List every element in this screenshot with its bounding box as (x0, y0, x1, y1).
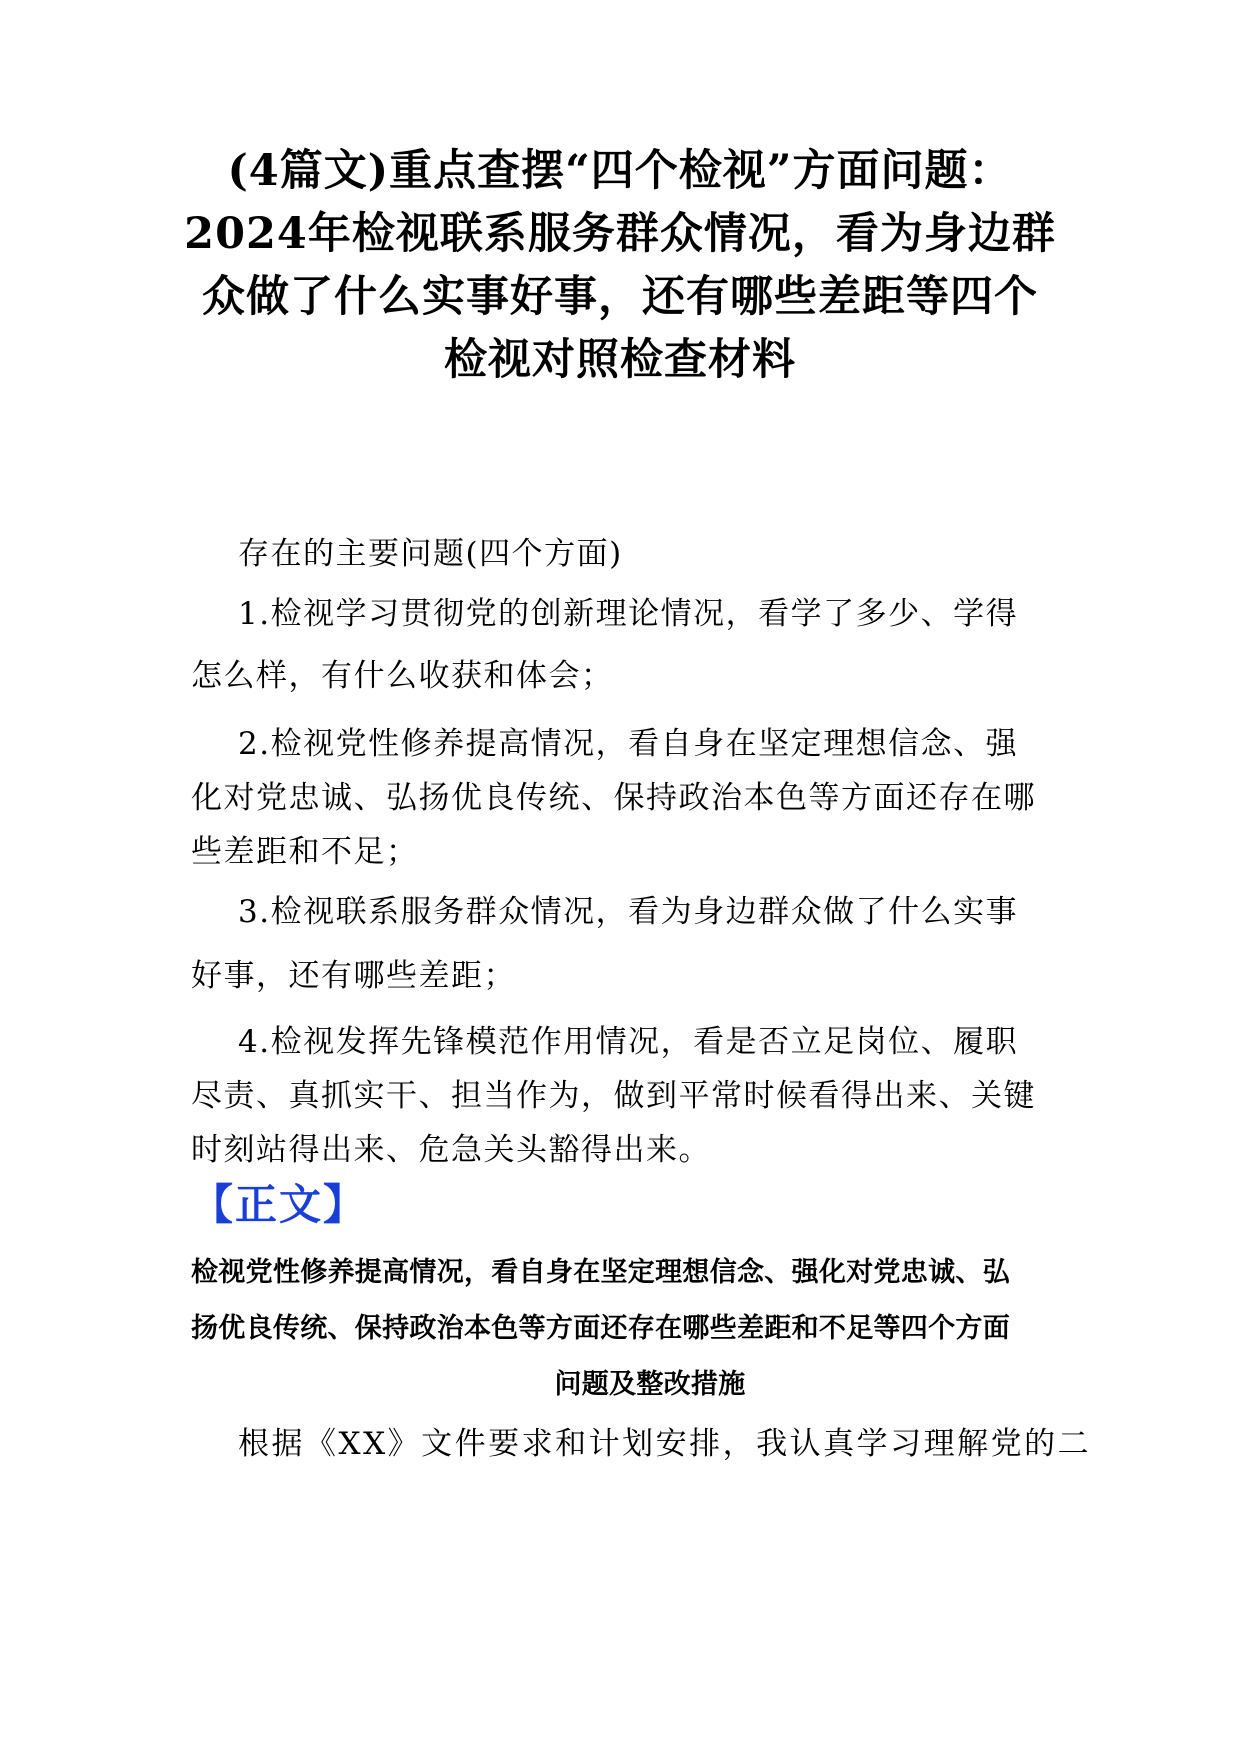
item-3-line-1: 3.检视联系服务群众情况，看为身边群众做了什么实事 (238, 894, 1019, 930)
item-2-line-1: 2.检视党性修养提高情况，看自身在坚定理想信念、强 (238, 726, 1019, 762)
item-2-line-2: 化对党忠诚、弘扬优良传统、保持政治本色等方面还存在哪 (191, 780, 1036, 816)
item-4-line-1: 4.检视发挥先锋模范作用情况，看是否立足岗位、履职 (238, 1024, 1019, 1060)
title-line: 检视对照检查材料 (444, 335, 796, 385)
item-3-line-2: 好事，还有哪些差距； (191, 958, 516, 994)
item-4-line-2: 尽责、真抓实干、担当作为，做到平常时候看得出来、关键 (191, 1078, 1036, 1114)
intro-paragraph: 根据《XX》文件要求和计划安排，我认真学习理解党的二 (238, 1426, 1092, 1462)
title-line: 2024年检视联系服务群众情况，看为身边群 (184, 209, 1056, 259)
subtitle-line-2: 扬优良传统、保持政治本色等方面还存在哪些差距和不足等四个方面 (191, 1313, 1010, 1344)
subtitle-line-3: 问题及整改措施 (554, 1369, 746, 1400)
subtitle-line-1: 检视党性修养提高情况，看自身在坚定理想信念、强化对党忠诚、弘 (191, 1257, 1010, 1288)
section-heading: 存在的主要问题(四个方面) (238, 536, 623, 572)
item-2-line-3: 些差距和不足； (191, 834, 419, 870)
item-1-line-2: 怎么样，有什么收获和体会； (191, 658, 614, 694)
title-line: 众做了什么实事好事，还有哪些差距等四个 (202, 272, 1038, 322)
item-1-line-1: 1.检视学习贯彻党的创新理论情况，看学了多少、学得 (238, 596, 1019, 632)
item-4-line-3: 时刻站得出来、危急关头豁得出来。 (191, 1132, 711, 1168)
zhengwen-label: 【正文】 (191, 1180, 368, 1229)
title-line: (4篇文)重点查摆“四个检视”方面问题： (227, 146, 1013, 196)
